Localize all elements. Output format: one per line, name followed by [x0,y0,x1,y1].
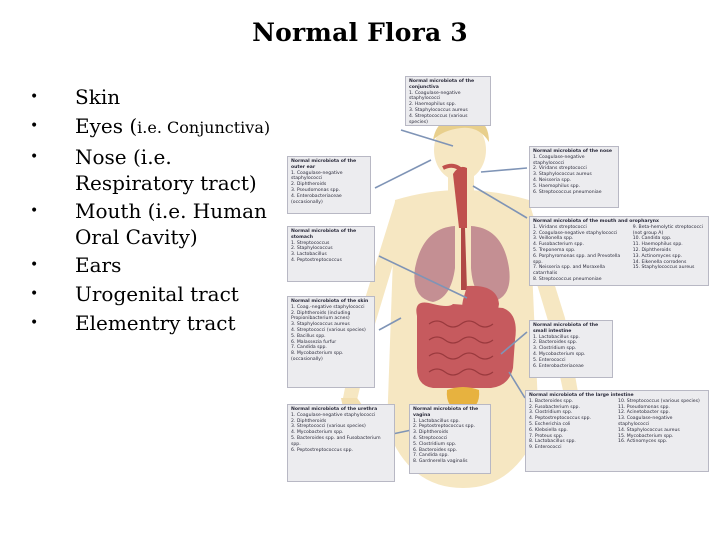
bullet-list [28,84,278,338]
box-line: 2. Staphylococcus [291,246,333,252]
large-intestine-box [525,390,709,472]
bullet-dot: • [30,315,39,331]
box-line: 6. Peptostreptococcus spp. [291,447,353,453]
box-line: 1. Bacteroides spp. [529,398,574,404]
box-line: 7. Candida spp. [413,453,449,459]
box-line: 1. Lactobacillus spp. [533,334,580,340]
bullet-dot: • [30,89,39,105]
box-line: 15. Staphylococcus aureus [632,265,695,271]
box-line: 6. Porphyromonas spp. and Prevotella spp. [533,253,621,265]
mouth-box [529,216,709,286]
box-title: Normal microbiota of the small intestine [533,323,599,334]
box-line: 4. Streptococcus (various species) [409,113,468,125]
box-title: Normal microbiota of the outer ear [291,159,357,170]
normal-flora-figure [283,68,713,488]
box-line: 3. Lactobacillus [291,252,327,258]
bullet-dot: • [30,118,39,134]
bullet-item [28,252,278,278]
box-line: 11. Pseudomonas spp. [618,404,670,410]
stomach-box [287,226,375,282]
box-line: 16. Actinomyces spp. [618,439,668,445]
bullet-text: Urogenital tract [75,282,239,306]
box-line: 4. Peptostreptococcus spp. [529,416,591,422]
box-line: 3. Staphylococcus aureus [409,107,468,113]
bullet-item [28,310,278,336]
box-line: 7. Candida spp. [291,345,327,351]
box-line: 10. Candida spp. [632,236,672,242]
box-title: Normal microbiota of the large intestine [529,393,634,398]
box-line: 2. Diphtheroids [291,418,327,424]
box-line: 2. Diphtheroids (including Propionibacterium acnes) [291,310,351,322]
bullet-item [28,113,278,141]
box-title: Normal microbiota of the conjunctiva [409,79,475,90]
box-title: Normal microbiota of the skin [291,299,369,304]
box-line: 13. Coagulase-negative staphylococci [618,416,673,427]
box-column [533,225,629,283]
bullet-item [28,144,278,196]
box-line: 2. Viridans streptococci [533,166,587,172]
box-line: 1. Coagulase-negative staphylococci [533,154,585,166]
bullet-dot: • [30,257,39,273]
box-line: 6. Bacteroides spp. [413,447,458,453]
bullet-item [28,281,278,307]
slide-title: Normal Flora 3 [252,18,468,47]
bullet-dot: • [30,203,39,219]
box-line: 5. Clostridium spp. [413,441,457,447]
box-line: 3. Staphylococcus aureus [291,322,350,328]
box-line: 4. Streptococci [413,435,448,441]
box-line: 2. Peptostreptococcus spp. [413,424,475,430]
skin-box [287,296,375,388]
box-line: 13. Actinomyces spp. [632,253,682,259]
box-line: 5. Bacillus spp. [291,333,326,339]
box-line: 6. Malassezia furfur [291,339,337,345]
bullet-item [28,198,278,250]
box-line: 3. Streptococci (various species) [291,424,366,430]
bullet-item [28,84,278,110]
box-columns [529,399,705,451]
bullet-subtext: i.e. Conjunctiva) [137,118,271,137]
box-line: 4. Enterobacteriaceae (occasionally) [291,193,342,205]
box-line: 8. Streptococcus pneumoniae [533,276,602,282]
box-title: Normal microbiota of the stomach [291,229,357,240]
box-line: 8. Lactobacillus spp. [529,439,576,445]
bullet-text: Ears [75,253,122,277]
box-line: 7. Neisseria spp. and Moraxella catarrhalis [533,265,605,277]
conjunctiva-box [405,76,491,126]
outer-ear-box [287,156,371,214]
box-line: 3. Staphylococcus aureus [533,172,592,178]
box-line: 3. Clostridium spp. [533,346,577,352]
box-line: 15. Mycobacterium spp. [618,433,674,439]
box-column [618,399,705,451]
box-line: 14. Staphylococcus aureus [618,427,680,433]
box-line: 3. Clostridium spp. [529,410,573,416]
box-line: 6. Klebsiella spp. [529,427,568,433]
box-line: 3. Pseudomonas spp. [291,187,340,193]
box-line: 10. Streptococcus (various species) [618,398,700,404]
small-intestine-box [529,320,613,378]
box-title: Normal microbiota of the urethra [291,407,378,412]
box-title: Normal microbiota of the nose [533,149,612,154]
box-line: 7. Proteus spp. [529,433,564,439]
box-line: 5. Enterococci [533,357,566,363]
box-line: 14. Eikenella corrodens [632,259,687,265]
box-line: 1. Streptococcus [291,240,330,246]
box-line: 4. Mycobacterium spp. [533,351,586,357]
box-line: 1. Coag.-negative staphylococci [291,304,365,310]
intestines-shape [416,303,515,389]
box-line: 2. Fusobacterium spp. [529,404,580,410]
box-line: 2. Bacteroides spp. [533,340,578,346]
box-line: 3. Diphtheroids [413,430,449,436]
box-line: 5. Haemophilus spp. [533,183,581,189]
box-line: 6. Enterobacteriaceae [533,363,584,369]
box-line: 1. Coagulase-negative staphylococci [291,170,343,182]
box-line: 12. Acinetobacter spp. [618,410,670,416]
bullet-text: Elementry tract [75,311,236,335]
box-line: 3. Veillonella spp. [533,236,574,242]
bullet-text: Mouth (i.e. Human Oral Cavity) [75,199,267,249]
bullet-dot: • [30,149,39,165]
box-line: 4. Neisseria spp. [533,177,572,183]
box-line: 5. Bacteroides spp. and Fusobacterium spp. [291,435,381,447]
box-line: 8. Mycobacterium spp. (occasionally) [291,351,344,362]
box-line: 2. Haemophilus spp. [409,102,457,108]
box-line: 2. Coagulase-negative staphylococci [533,230,618,236]
box-line: 2. Diphtheroids [291,182,327,188]
box-line: 5. Escherichia coli [529,421,571,427]
bullet-text: Nose (i.e. Respiratory tract) [75,145,257,195]
box-title: Normal microbiota of the vagina [413,407,479,418]
box-column [633,225,705,283]
box-line: 12. Diphtheroids [632,247,671,253]
box-line: 1. Viridans streptococci [533,224,587,230]
bullet-dot: • [30,286,39,302]
box-line: 8. Gardnerella vaginalis [413,459,468,465]
arrow-nose [481,168,527,172]
vagina-box [409,404,491,474]
box-line: 5. Treponema spp. [533,247,576,253]
box-line: 4. Streptococci (various species) [291,327,366,333]
box-line: 4. Mycobacterium spp. [291,430,344,436]
box-column [529,399,614,451]
bullet-text: Eyes ( [75,114,138,138]
box-line: 6. Streptococcus pneumoniae [533,189,602,195]
arrow-ear [375,160,431,188]
box-columns [533,225,705,283]
bullet-text: Skin [75,85,121,109]
box-line: 9. Beta-hemolytic streptococci (not group A) [632,224,703,236]
box-line: 4. Fusobacterium spp. [533,242,584,248]
box-line: 1. Coagulase-negative staphylococci [409,90,461,102]
box-line: 1. Lactobacillus spp. [413,418,460,424]
box-line: 1. Coagulase-negative staphylococci [291,412,376,418]
box-title: Normal microbiota of the mouth and oropharynx [533,219,659,224]
box-line: 11. Haemophilus spp. [632,242,683,248]
box-line: 4. Peptostreptococcus [291,257,342,263]
urethra-box [287,404,395,482]
box-line: 9. Enterococci [529,445,562,451]
nose-box [529,146,619,208]
